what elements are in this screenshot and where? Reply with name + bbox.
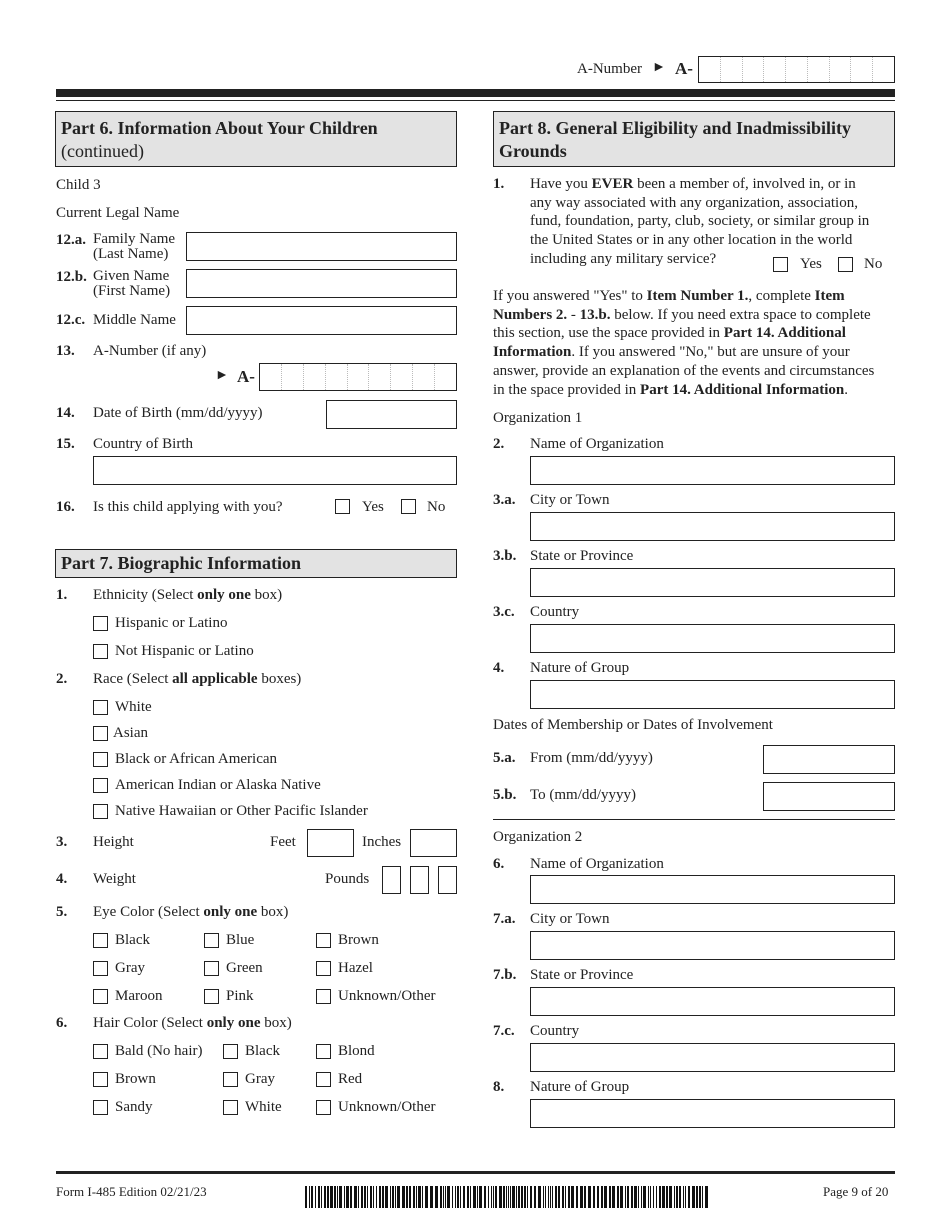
barcode-bar xyxy=(495,1186,497,1208)
option-label: Asian xyxy=(113,725,148,741)
barcode-bar xyxy=(558,1186,560,1208)
barcode-bar xyxy=(406,1186,408,1208)
from-label: From (mm/dd/yyyy) xyxy=(530,750,653,766)
barcode-bar xyxy=(548,1186,549,1208)
org2-state-input[interactable] xyxy=(530,987,895,1016)
barcode-image xyxy=(305,1186,713,1208)
item-number: 5.b. xyxy=(493,787,517,803)
part8-instructions: If you answered "Yes" to Item Number 1., complete Item Numbers 2. - 13.b. below. If you need extra space to complete this section, use the space provided in Part 14. Additional Information. If you answered "No," but are unsure of your answer, provide an explanation of the events and circumstances in the space provided in Part 14. Additional Information. xyxy=(493,288,875,398)
field-label: City or Town xyxy=(530,492,610,508)
option-label: Hispanic or Latino xyxy=(115,615,228,631)
barcode-bar xyxy=(674,1186,675,1208)
option-label: Gray xyxy=(115,960,145,976)
option-label: White xyxy=(245,1099,282,1115)
barcode-bar xyxy=(506,1186,507,1208)
child-a-number-label: A-Number (if any) xyxy=(93,343,207,359)
barcode-bar xyxy=(499,1186,502,1208)
item-number: 13. xyxy=(56,343,75,359)
option-label: Unknown/Other xyxy=(338,1099,436,1115)
dob-input[interactable] xyxy=(326,400,457,429)
barcode-bar xyxy=(327,1186,329,1208)
to-label: To (mm/dd/yyyy) xyxy=(530,787,637,803)
item-number: 4. xyxy=(56,871,68,887)
barcode-bar xyxy=(688,1186,690,1208)
item-number: 7.c. xyxy=(493,1023,515,1039)
eye-color-checkbox[interactable] xyxy=(93,933,108,948)
barcode-bar xyxy=(344,1186,345,1208)
barcode-bar xyxy=(416,1186,417,1208)
barcode-bar xyxy=(588,1186,591,1208)
barcode-bar xyxy=(530,1186,532,1208)
ethnicity-checkbox[interactable] xyxy=(93,616,108,631)
footer-rule xyxy=(56,1171,895,1174)
barcode-bar xyxy=(402,1186,405,1208)
no-label: No xyxy=(427,499,446,515)
item-number: 1. xyxy=(493,176,505,192)
part7-header xyxy=(55,549,457,578)
item-number: 7.a. xyxy=(493,911,516,927)
option-label: Not Hispanic or Latino xyxy=(115,643,254,659)
option-label: Red xyxy=(338,1071,363,1087)
item-number: 3.c. xyxy=(493,604,515,620)
barcode-bar xyxy=(488,1186,489,1208)
yes-label: Yes xyxy=(800,256,822,272)
option-label: Sandy xyxy=(115,1099,153,1115)
item-number: 15. xyxy=(56,436,75,452)
barcode-bar xyxy=(631,1186,633,1208)
to-date-input[interactable] xyxy=(763,782,895,811)
q1-yes-checkbox[interactable] xyxy=(773,257,788,272)
barcode-bar xyxy=(467,1186,469,1208)
barcode-bar xyxy=(409,1186,411,1208)
barcode-bar xyxy=(634,1186,637,1208)
barcode-bar xyxy=(508,1186,509,1208)
race-checkbox[interactable] xyxy=(93,700,108,715)
given-name-input[interactable] xyxy=(186,269,457,298)
barcode-bar xyxy=(510,1186,511,1208)
dates-label: Dates of Membership or Dates of Involvement xyxy=(493,717,773,733)
barcode-bar xyxy=(534,1186,536,1208)
q1-text: Have you EVER been a member of, involved in, or in any way associated with any organization, association, fund, foundation, party, club, society, or similar group in the United States or in any other location in the world including any military service? xyxy=(530,176,870,267)
barcode-bar xyxy=(584,1186,586,1208)
eye-color-label: Eye Color (Select only one box) xyxy=(93,904,289,920)
barcode-bar xyxy=(625,1186,626,1208)
barcode-bar xyxy=(543,1186,544,1208)
race-checkbox[interactable] xyxy=(93,778,108,793)
barcode-bar xyxy=(491,1186,492,1208)
org1-country-input[interactable] xyxy=(530,624,895,653)
item-number: 16. xyxy=(56,499,75,515)
barcode-bar xyxy=(604,1186,607,1208)
barcode-bar xyxy=(361,1186,363,1208)
item-number: 7.b. xyxy=(493,967,517,983)
eye-color-checkbox[interactable] xyxy=(204,989,219,1004)
part7-title: Part 7. Biographic Information xyxy=(61,553,301,573)
field-label: Nature of Group xyxy=(530,1079,630,1095)
race-checkbox[interactable] xyxy=(93,804,108,819)
item-number: 14. xyxy=(56,405,75,421)
header-thick-rule xyxy=(56,89,895,97)
barcode-bar xyxy=(555,1186,557,1208)
org1-city-input[interactable] xyxy=(530,512,895,541)
barcode-bar xyxy=(457,1186,459,1208)
family-name-input[interactable] xyxy=(186,232,457,261)
dob-label: Date of Birth (mm/dd/yyyy) xyxy=(93,405,263,421)
a-number-input[interactable] xyxy=(698,56,895,83)
barcode-bar xyxy=(447,1186,450,1208)
org2-label: Organization 2 xyxy=(493,829,583,845)
hair-color-label: Hair Color (Select only one box) xyxy=(93,1015,292,1031)
ethnicity-checkbox[interactable] xyxy=(93,644,108,659)
weight-digit-input[interactable] xyxy=(438,866,457,894)
item-number: 3.b. xyxy=(493,548,517,564)
weight-label: Weight xyxy=(93,871,136,887)
barcode-bar xyxy=(648,1186,649,1208)
barcode-bar xyxy=(516,1186,517,1208)
item-number: 8. xyxy=(493,1079,505,1095)
barcode-bar xyxy=(364,1186,366,1208)
legal-name-label: Current Legal Name xyxy=(56,205,180,221)
barcode-bar xyxy=(315,1186,316,1208)
barcode-bar xyxy=(376,1186,377,1208)
barcode-bar xyxy=(580,1186,583,1208)
barcode-bar xyxy=(443,1186,444,1208)
barcode-bar xyxy=(430,1186,433,1208)
barcode-bar xyxy=(463,1186,465,1208)
barcode-bar xyxy=(473,1186,476,1208)
barcode-bar xyxy=(669,1186,672,1208)
barcode-bar xyxy=(479,1186,482,1208)
barcode-bar xyxy=(593,1186,595,1208)
barcode-bar xyxy=(696,1186,698,1208)
barcode-bar xyxy=(685,1186,686,1208)
item-number: 5. xyxy=(56,904,68,920)
barcode-bar xyxy=(445,1186,446,1208)
option-label: Blue xyxy=(226,932,255,948)
barcode-bar xyxy=(397,1186,400,1208)
barcode-bar xyxy=(538,1186,541,1208)
race-checkbox[interactable] xyxy=(93,752,108,767)
family-name-label: Family Name (Last Name) xyxy=(93,231,176,262)
barcode-bar xyxy=(413,1186,415,1208)
form-edition: Form I-485 Edition 02/21/23 xyxy=(56,1184,207,1199)
barcode-bar xyxy=(350,1186,352,1208)
hair-color-checkbox[interactable] xyxy=(316,1100,331,1115)
eye-color-checkbox[interactable] xyxy=(204,933,219,948)
hair-color-checkbox[interactable] xyxy=(93,1072,108,1087)
barcode-bar xyxy=(699,1186,701,1208)
barcode-bar xyxy=(568,1186,570,1208)
barcode-bar xyxy=(524,1186,526,1208)
barcode-bar xyxy=(379,1186,381,1208)
weight-digit-input[interactable] xyxy=(410,866,429,894)
a-number-label: A-Number xyxy=(577,61,642,77)
barcode-bar xyxy=(311,1186,313,1208)
option-label: Green xyxy=(226,960,263,976)
part8-header xyxy=(493,111,895,167)
option-label: Black xyxy=(245,1043,280,1059)
ethnicity-label: Ethnicity (Select only one box) xyxy=(93,587,283,603)
barcode-bar xyxy=(683,1186,684,1208)
race-label: Race (Select all applicable boxes) xyxy=(93,671,302,687)
option-label: Bald (No hair) xyxy=(115,1043,203,1059)
part6-header xyxy=(55,111,457,167)
org2-name-input[interactable] xyxy=(530,875,895,904)
hair-color-checkbox[interactable] xyxy=(223,1044,238,1059)
barcode-bar xyxy=(576,1186,578,1208)
barcode-bar xyxy=(493,1186,494,1208)
applying-yes-checkbox[interactable] xyxy=(335,499,350,514)
barcode-bar xyxy=(460,1186,461,1208)
item-number: 2. xyxy=(493,436,505,452)
race-checkbox[interactable] xyxy=(93,726,108,741)
org1-name-input[interactable] xyxy=(530,456,895,485)
barcode-bar xyxy=(620,1186,623,1208)
barcode-bar xyxy=(692,1186,695,1208)
barcode-bar xyxy=(571,1186,574,1208)
barcode-bar xyxy=(390,1186,391,1208)
feet-label: Feet xyxy=(270,834,296,850)
barcode-bar xyxy=(512,1186,515,1208)
field-label: Nature of Group xyxy=(530,660,630,676)
barcode-bar xyxy=(676,1186,678,1208)
given-name-label: Given Name (First Name) xyxy=(93,268,171,299)
option-label: Native Hawaiian or Other Pacific Islander xyxy=(115,803,368,819)
field-label: State or Province xyxy=(530,967,634,983)
barcode-bar xyxy=(656,1186,657,1208)
arrow-icon: ► xyxy=(652,60,666,75)
barcode-bar xyxy=(666,1186,668,1208)
hair-color-checkbox[interactable] xyxy=(93,1100,108,1115)
barcode-bar xyxy=(422,1186,423,1208)
barcode-bar xyxy=(337,1186,338,1208)
item-number: 12.b. xyxy=(56,269,87,285)
header-thin-rule xyxy=(56,100,895,101)
arrow-icon: ► xyxy=(215,368,229,383)
yes-label: Yes xyxy=(362,499,384,515)
barcode-bar xyxy=(653,1186,654,1208)
barcode-bar xyxy=(370,1186,372,1208)
hair-color-checkbox[interactable] xyxy=(316,1044,331,1059)
item-number: 2. xyxy=(56,671,68,687)
barcode-bar xyxy=(679,1186,681,1208)
barcode-bar xyxy=(321,1186,322,1208)
option-label: Unknown/Other xyxy=(338,988,436,1004)
barcode-bar xyxy=(609,1186,611,1208)
barcode-bar xyxy=(650,1186,651,1208)
barcode-bar xyxy=(643,1186,646,1208)
height-inches-input[interactable] xyxy=(410,829,457,857)
barcode-bar xyxy=(346,1186,349,1208)
option-label: Black or African American xyxy=(115,751,278,767)
barcode-bar xyxy=(418,1186,421,1208)
option-label: American Indian or Alaska Native xyxy=(115,777,321,793)
eye-color-checkbox[interactable] xyxy=(316,933,331,948)
barcode-bar xyxy=(521,1186,523,1208)
page-number: Page 9 of 20 xyxy=(823,1184,889,1199)
barcode-bar xyxy=(309,1186,310,1208)
height-label: Height xyxy=(93,834,134,850)
barcode-bar xyxy=(484,1186,486,1208)
a-prefix: A- xyxy=(675,59,693,78)
item-number: 5.a. xyxy=(493,750,516,766)
barcode-bar xyxy=(367,1186,368,1208)
option-label: Gray xyxy=(245,1071,275,1087)
org2-country-input[interactable] xyxy=(530,1043,895,1072)
item-number: 1. xyxy=(56,587,68,603)
barcode-bar xyxy=(318,1186,320,1208)
part6-title: Part 6. Information About Your Children xyxy=(61,118,378,138)
barcode-bar xyxy=(435,1186,438,1208)
option-label: White xyxy=(115,699,152,715)
barcode-bar xyxy=(425,1186,428,1208)
section-divider xyxy=(493,819,895,820)
barcode-bar xyxy=(455,1186,456,1208)
barcode-bar xyxy=(503,1186,505,1208)
org1-label: Organization 1 xyxy=(493,410,583,426)
barcode-bar xyxy=(612,1186,615,1208)
org1-state-input[interactable] xyxy=(530,568,895,597)
option-label: Maroon xyxy=(115,988,163,1004)
barcode-bar xyxy=(601,1186,603,1208)
barcode-bar xyxy=(382,1186,384,1208)
eye-color-checkbox[interactable] xyxy=(316,961,331,976)
barcode-bar xyxy=(395,1186,396,1208)
barcode-bar xyxy=(392,1186,394,1208)
part8-title-line2: Grounds xyxy=(499,141,567,161)
barcode-bar xyxy=(373,1186,374,1208)
option-label: Black xyxy=(115,932,150,948)
hair-color-checkbox[interactable] xyxy=(223,1072,238,1087)
weight-digit-input[interactable] xyxy=(382,866,401,894)
hair-color-checkbox[interactable] xyxy=(223,1100,238,1115)
eye-color-checkbox[interactable] xyxy=(316,989,331,1004)
eye-color-checkbox[interactable] xyxy=(93,989,108,1004)
barcode-bar xyxy=(470,1186,471,1208)
country-of-birth-input[interactable] xyxy=(93,456,457,485)
no-label: No xyxy=(864,256,883,272)
option-label: Blond xyxy=(338,1043,375,1059)
barcode-bar xyxy=(545,1186,546,1208)
barcode-bar xyxy=(527,1186,528,1208)
middle-name-label: Middle Name xyxy=(93,312,176,328)
barcode-bar xyxy=(617,1186,619,1208)
barcode-bar xyxy=(638,1186,639,1208)
height-feet-input[interactable] xyxy=(307,829,354,857)
org1-nature-input[interactable] xyxy=(530,680,895,709)
barcode-bar xyxy=(358,1186,359,1208)
middle-name-input[interactable] xyxy=(186,306,457,335)
q1-no-checkbox[interactable] xyxy=(838,257,853,272)
barcode-bar xyxy=(597,1186,599,1208)
field-label: Name of Organization xyxy=(530,856,664,872)
country-of-birth-label: Country of Birth xyxy=(93,436,193,452)
applying-with-you-label: Is this child applying with you? xyxy=(93,499,283,515)
barcode-bar xyxy=(702,1186,703,1208)
barcode-bar xyxy=(324,1186,326,1208)
barcode-bar xyxy=(552,1186,553,1208)
item-number: 6. xyxy=(493,856,505,872)
field-label: Country xyxy=(530,604,580,620)
item-number: 12.c. xyxy=(56,312,86,328)
field-label: City or Town xyxy=(530,911,610,927)
org2-city-input[interactable] xyxy=(530,931,895,960)
from-date-input[interactable] xyxy=(763,745,895,774)
item-number: 6. xyxy=(56,1015,68,1031)
item-number: 12.a. xyxy=(56,232,86,248)
applying-no-checkbox[interactable] xyxy=(401,499,416,514)
barcode-bar xyxy=(334,1186,336,1208)
barcode-bar xyxy=(305,1186,307,1208)
a-prefix: A- xyxy=(237,367,255,386)
barcode-bar xyxy=(477,1186,478,1208)
item-number: 3.a. xyxy=(493,492,516,508)
child-label: Child 3 xyxy=(56,177,101,193)
eye-color-checkbox[interactable] xyxy=(204,961,219,976)
option-label: Hazel xyxy=(338,960,373,976)
field-label: Name of Organization xyxy=(530,436,664,452)
barcode-bar xyxy=(385,1186,388,1208)
barcode-bar xyxy=(339,1186,342,1208)
barcode-bar xyxy=(641,1186,642,1208)
barcode-bar xyxy=(562,1186,564,1208)
barcode-bar xyxy=(627,1186,629,1208)
hair-color-checkbox[interactable] xyxy=(316,1072,331,1087)
barcode-bar xyxy=(659,1186,661,1208)
barcode-bar xyxy=(705,1186,708,1208)
pounds-label: Pounds xyxy=(325,871,370,887)
item-number: 4. xyxy=(493,660,505,676)
part6-subtitle: (continued) xyxy=(61,141,144,161)
eye-color-checkbox[interactable] xyxy=(93,961,108,976)
barcode-bar xyxy=(330,1186,333,1208)
option-label: Pink xyxy=(226,988,254,1004)
org2-nature-input[interactable] xyxy=(530,1099,895,1128)
hair-color-checkbox[interactable] xyxy=(93,1044,108,1059)
inches-label: Inches xyxy=(362,834,402,850)
option-label: Brown xyxy=(115,1071,156,1087)
barcode-bar xyxy=(440,1186,442,1208)
part8-title: Part 8. General Eligibility and Inadmissibility xyxy=(499,118,852,138)
barcode-bar xyxy=(452,1186,453,1208)
child-a-number-input[interactable] xyxy=(259,363,457,391)
barcode-bar xyxy=(662,1186,665,1208)
option-label: Brown xyxy=(338,932,379,948)
barcode-bar xyxy=(354,1186,357,1208)
barcode-bar xyxy=(518,1186,520,1208)
barcode-bar xyxy=(550,1186,551,1208)
field-label: State or Province xyxy=(530,548,634,564)
barcode-bar xyxy=(565,1186,566,1208)
item-number: 3. xyxy=(56,834,68,850)
field-label: Country xyxy=(530,1023,580,1039)
